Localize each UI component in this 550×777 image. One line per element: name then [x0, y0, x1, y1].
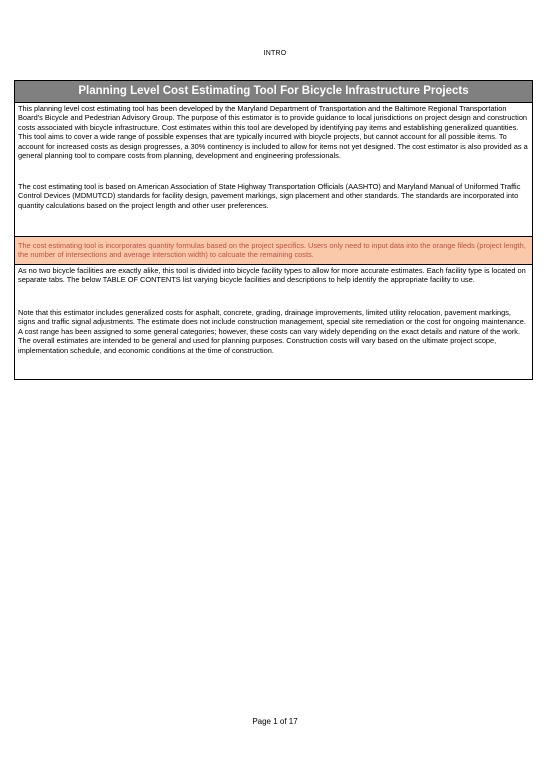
- intro-paragraph-standards: The cost estimating tool is based on American Association of State Highway Transportation Officials (AASHTO) and Maryland Manual of Uniformed Traffic Control Devices (MDMUTCD) standards for facility design, pavement markings, sign placement and other standards. The standards are incorporated into quantity calculations based on the project length and other user preferences.: [15, 181, 532, 237]
- input-instructions-highlight: The cost estimating tool is incorporates quantity formulas based on the project specifics. Users only need to input data into the orange fileds (project length, the number of intersections and average intersction width) to calcuate the remaining costs.: [15, 237, 532, 265]
- intro-paragraph-purpose: This planning level cost estimating tool has been developed by the Maryland Department of Transportation and the Baltimore Regional Transportation Board's Bicycle and Pedestrian Advisory Group. The purpose of this estimator is to provide guidance to local jurisdictions on project design and construction costs associated with bicycle infrastructure. Cost estimates within this tool are developed by identifying pay items and establishing generalized quantities. This tool aims to cover a wide range of possible expenses that are typically incurred with bicycle projects, but cannot account for all possible items. To account for increased costs as design progresses, a 30% continency is included to allow for items not yet designed. The cost estimator is also provided as a general planning tool to compare costs from planning, development and engineering professionals.: [18, 104, 528, 161]
- intro-paragraph-facility-types: As no two bicycle facilities are exactly alike, this tool is divided into bicycle facility types to allow for more accurate estimates. Each facility type is located on separate tabs. The below TABLE OF CONTENTS list varying bicycle facilities and descriptions to help identify the appropriate facility to use.: [18, 266, 526, 285]
- page-number: Page 1 of 17: [252, 717, 298, 726]
- document-title: Planning Level Cost Estimating Tool For Bicycle Infrastructure Projects: [15, 81, 532, 103]
- intro-paragraph-cost-note: Note that this estimator includes generalized costs for asphalt, concrete, grading, drainage improvements, limited utility relocation, pavement markings, signs and traffic signal adjustments. The estimate does not include construction management, special site remediation or the cost for ongoing maintenance. A cost range has been assigned to some general categories; however, these costs can vary widely depending on the exact details and nature of the work. The overall estimates are intended to be general and used for planning purposes. Construction costs will vary based on the ultimate project scope, implementation schedule, and economic conditions at the time of construction.: [18, 308, 526, 355]
- sheet-name-header: INTRO: [263, 50, 287, 57]
- intro-table: [14, 80, 533, 380]
